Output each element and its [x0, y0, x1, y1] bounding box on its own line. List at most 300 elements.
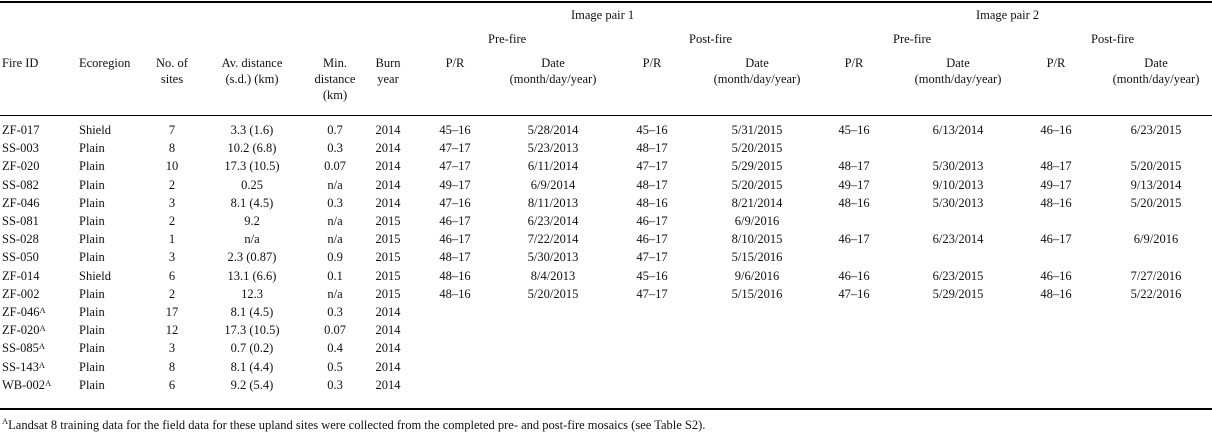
header-no-sites — [147, 55, 197, 87]
cell-no-sites-text: 17 — [165, 305, 179, 319]
cell-pair2-post-date-text: 6/23/2015 — [1130, 123, 1182, 137]
cell-min-distance — [305, 213, 365, 229]
cell-fire-id-text: SS-028 — [2, 232, 39, 247]
cell-ecoregion-text: Plain — [79, 305, 105, 319]
cell-min-distance — [305, 122, 365, 138]
cell-no-sites — [147, 359, 197, 375]
cell-ecoregion-text: Plain — [79, 341, 105, 356]
header-min-distance-line3: (km) — [322, 88, 348, 102]
header-ecoregion: Ecoregion — [79, 56, 131, 70]
cell-pair1-pre-pr — [430, 231, 480, 247]
cell-pair1-post-pr — [627, 286, 677, 302]
cell-fire-id-text: ZF-020 — [2, 159, 40, 174]
cell-pair1-post-date-text: 5/20/2015 — [731, 141, 783, 156]
cell-fire-id — [2, 359, 72, 375]
cell-pair1-post-date-text: 8/10/2015 — [731, 232, 783, 247]
footnote-ref-marker: A — [38, 341, 45, 352]
cell-av-distance-text: 0.25 — [241, 177, 263, 192]
cell-pair1-post-date-text: 5/20/2015 — [731, 177, 783, 192]
cell-no-sites — [147, 304, 197, 320]
cell-burn-year-text: 2015 — [375, 268, 401, 283]
cell-pair1-pre-pr-text: 47–16 — [439, 195, 471, 210]
cell-av-distance — [202, 140, 302, 156]
cell-fire-id — [2, 377, 72, 393]
header-date-line2: (month/day/year) — [1112, 72, 1200, 86]
cell-pair2-post-pr — [1031, 268, 1081, 284]
cell-pair1-pre-pr — [430, 249, 480, 265]
cell-no-sites-text: 1 — [168, 232, 176, 247]
cell-pair2-pre-pr-text: 46–16 — [838, 268, 870, 283]
cell-pair2-pre-date — [898, 268, 1018, 284]
cell-pair2-post-pr-text: 46–17 — [1040, 232, 1072, 247]
header-burn-year — [368, 55, 408, 87]
cell-ecoregion-text: Plain — [79, 177, 105, 192]
cell-no-sites — [147, 231, 197, 247]
cell-av-distance-text: 10.2 (6.8) — [227, 141, 277, 156]
header-rule — [0, 115, 1212, 116]
cell-min-distance-text: 0.4 — [327, 341, 343, 356]
cell-pair2-post-date — [1100, 122, 1212, 138]
cell-no-sites — [147, 213, 197, 229]
cell-burn-year — [368, 122, 408, 138]
header-min-distance — [305, 55, 365, 103]
cell-pair1-post-pr-text: 45–16 — [636, 268, 668, 283]
cell-pair2-post-pr — [1031, 177, 1081, 193]
cell-av-distance-text: 8.1 (4.5) — [230, 305, 274, 319]
header-no-sites-line1: No. of — [156, 56, 188, 70]
cell-ecoregion-text: Plain — [79, 159, 105, 174]
cell-ecoregion — [79, 158, 141, 174]
cell-burn-year-text: 2014 — [375, 195, 401, 210]
cell-burn-year-text: 2015 — [375, 214, 401, 228]
cell-fire-id — [2, 286, 72, 302]
cell-ecoregion — [79, 231, 141, 247]
cell-av-distance — [202, 304, 302, 320]
cell-pair2-post-pr-text: 49–17 — [1040, 177, 1072, 192]
cell-min-distance-text: 0.3 — [327, 377, 343, 392]
cell-pair2-post-date — [1100, 286, 1212, 302]
cell-ecoregion-text: Plain — [79, 195, 105, 210]
cell-burn-year — [368, 249, 408, 265]
cell-pair1-post-date — [697, 268, 817, 284]
cell-min-distance — [305, 158, 365, 174]
cell-pair2-pre-pr-text: 48–16 — [838, 195, 870, 210]
cell-pair1-post-pr — [627, 140, 677, 156]
cell-pair2-post-date-text: 5/22/2016 — [1130, 286, 1182, 301]
cell-pair2-post-pr-text: 46–16 — [1040, 123, 1072, 137]
header-burn-year-line1: Burn — [375, 56, 401, 70]
cell-av-distance — [202, 268, 302, 284]
cell-pair2-post-pr — [1031, 286, 1081, 302]
cell-ecoregion — [79, 140, 141, 156]
cell-av-distance-text: 3.3 (1.6) — [230, 123, 274, 137]
cell-av-distance — [202, 340, 302, 356]
header-no-sites-line2: sites — [160, 72, 184, 86]
cell-no-sites-text: 10 — [165, 159, 179, 174]
cell-pair2-pre-date — [898, 158, 1018, 174]
header-min-distance-line1: Min. — [323, 56, 347, 70]
cell-min-distance-text: 0.1 — [327, 268, 343, 283]
cell-burn-year — [368, 304, 408, 320]
header-av-distance — [202, 55, 302, 87]
cell-burn-year-text: 2014 — [375, 123, 401, 137]
cell-pair1-post-pr-text: 48–16 — [636, 195, 668, 210]
cell-burn-year-text: 2014 — [375, 141, 401, 156]
cell-ecoregion-text: Shield — [79, 268, 111, 283]
cell-pair1-post-date-text: 5/15/2016 — [731, 250, 783, 265]
cell-av-distance — [202, 322, 302, 338]
cell-pair1-post-date — [697, 249, 817, 265]
cell-ecoregion — [79, 177, 141, 193]
cell-fire-id — [2, 322, 72, 338]
cell-av-distance-text: 17.3 (10.5) — [224, 159, 280, 174]
cell-pair1-pre-pr — [430, 268, 480, 284]
cell-burn-year — [368, 359, 408, 375]
cell-pair1-pre-pr-text: 46–17 — [439, 214, 471, 228]
cell-fire-id — [2, 122, 72, 138]
header-pair2-post-date — [1100, 55, 1212, 87]
cell-fire-id — [2, 304, 72, 320]
cell-burn-year — [368, 340, 408, 356]
cell-pair1-pre-pr-text: 49–17 — [439, 177, 471, 192]
cell-pair1-pre-date-text: 5/28/2014 — [527, 123, 579, 137]
cell-no-sites — [147, 249, 197, 265]
cell-av-distance-text: 0.7 (0.2) — [230, 341, 274, 356]
cell-pair1-post-date — [697, 158, 817, 174]
cell-fire-id-text: ZF-017 — [2, 123, 40, 137]
cell-fire-id — [2, 213, 72, 229]
cell-ecoregion — [79, 340, 141, 356]
cell-fire-id — [2, 140, 72, 156]
cell-fire-id — [2, 268, 72, 284]
cell-av-distance — [202, 122, 302, 138]
header-pair2-pre-pr: P/R — [844, 56, 864, 70]
cell-pair2-pre-date-text: 6/23/2014 — [932, 232, 984, 247]
top-rule — [0, 1, 1212, 3]
cell-ecoregion — [79, 213, 141, 229]
cell-pair1-post-pr — [627, 213, 677, 229]
cell-min-distance-text: 0.7 — [327, 123, 343, 137]
cell-av-distance — [202, 377, 302, 393]
cell-min-distance — [305, 340, 365, 356]
footnote-ref-marker: A — [39, 323, 46, 334]
header-date-line2: (month/day/year) — [509, 72, 597, 86]
cell-pair2-post-date — [1100, 268, 1212, 284]
cell-ecoregion-text: Shield — [79, 123, 111, 137]
cell-fire-id-text: SS-050 — [2, 250, 39, 265]
cell-min-distance-text: n/a — [327, 214, 343, 228]
cell-no-sites — [147, 377, 197, 393]
cell-pair2-post-date — [1100, 195, 1212, 211]
header-pair1-post-pr: P/R — [642, 56, 662, 70]
cell-pair1-post-pr-text: 47–17 — [636, 286, 668, 301]
cell-ecoregion-text: Plain — [79, 377, 105, 392]
header-image-pair-2: Image pair 2 — [976, 8, 1040, 22]
cell-pair1-post-date-text: 8/21/2014 — [731, 195, 783, 210]
cell-ecoregion — [79, 195, 141, 211]
cell-pair1-pre-pr — [430, 177, 480, 193]
cell-no-sites-text: 2 — [168, 214, 176, 228]
header-date-line2: (month/day/year) — [713, 72, 801, 86]
cell-no-sites — [147, 340, 197, 356]
header-pair1-post-fire: Post-fire — [689, 32, 733, 46]
cell-pair1-pre-date-text: 6/11/2014 — [527, 159, 579, 174]
cell-burn-year-text: 2014 — [375, 177, 401, 192]
cell-pair1-post-pr — [627, 195, 677, 211]
cell-fire-id — [2, 340, 72, 356]
cell-av-distance — [202, 213, 302, 229]
cell-av-distance — [202, 359, 302, 375]
cell-ecoregion — [79, 268, 141, 284]
cell-burn-year — [368, 158, 408, 174]
cell-no-sites-text: 12 — [165, 323, 179, 338]
cell-min-distance — [305, 177, 365, 193]
cell-pair2-pre-pr — [829, 122, 879, 138]
header-date-line1: Date — [745, 56, 769, 70]
cell-pair1-pre-pr-text: 45–16 — [439, 123, 471, 137]
cell-av-distance-text: 2.3 (0.87) — [227, 250, 277, 265]
header-date-line1: Date — [946, 56, 970, 70]
cell-pair1-pre-date-text: 5/20/2015 — [527, 286, 579, 301]
cell-burn-year-text: 2014 — [375, 359, 401, 374]
cell-pair1-post-pr — [627, 249, 677, 265]
cell-pair2-pre-pr-text: 47–16 — [838, 286, 870, 301]
cell-fire-id-text: ZF-020 — [2, 323, 40, 338]
footnote-text: Landsat 8 training data for the field data for these upland sites were collected from the completed pre- and post-fire mosaics (see Table S2). — [8, 418, 706, 432]
cell-min-distance-text: 0.9 — [327, 250, 343, 265]
cell-pair2-post-pr — [1031, 158, 1081, 174]
cell-ecoregion-text: Plain — [79, 141, 105, 156]
cell-pair1-post-pr-text: 48–17 — [636, 177, 668, 192]
cell-pair1-post-pr — [627, 177, 677, 193]
cell-pair2-post-date-text: 6/9/2016 — [1133, 232, 1179, 247]
cell-av-distance-text: 13.1 (6.6) — [227, 268, 277, 283]
cell-pair1-post-date — [697, 286, 817, 302]
footnote-ref-marker: A — [45, 377, 52, 388]
cell-fire-id-text: ZF-046 — [2, 195, 40, 210]
cell-min-distance-text: 0.3 — [327, 195, 343, 210]
cell-min-distance — [305, 231, 365, 247]
cell-min-distance — [305, 140, 365, 156]
cell-ecoregion — [79, 286, 141, 302]
cell-no-sites-text: 2 — [168, 286, 176, 301]
cell-pair1-pre-pr — [430, 122, 480, 138]
cell-pair1-pre-date — [493, 122, 613, 138]
cell-fire-id-text: SS-143 — [2, 359, 39, 374]
cell-burn-year — [368, 140, 408, 156]
cell-pair1-pre-pr — [430, 140, 480, 156]
cell-fire-id — [2, 231, 72, 247]
cell-ecoregion — [79, 304, 141, 320]
cell-pair1-post-date-text: 5/31/2015 — [731, 123, 783, 137]
cell-pair1-post-pr-text: 47–17 — [636, 159, 668, 174]
cell-pair1-pre-date — [493, 249, 613, 265]
cell-pair1-pre-pr-text: 48–16 — [439, 286, 471, 301]
cell-min-distance — [305, 268, 365, 284]
cell-pair1-pre-pr-text: 46–17 — [439, 232, 471, 247]
cell-fire-id — [2, 177, 72, 193]
cell-pair1-pre-pr-text: 48–17 — [439, 250, 471, 265]
cell-pair1-pre-pr — [430, 195, 480, 211]
cell-min-distance-text: n/a — [327, 232, 343, 247]
cell-pair1-pre-date — [493, 268, 613, 284]
cell-no-sites-text: 7 — [168, 123, 176, 137]
cell-pair2-post-date — [1100, 158, 1212, 174]
cell-ecoregion-text: Plain — [79, 232, 105, 247]
cell-fire-id-text: ZF-014 — [2, 268, 40, 283]
cell-pair1-pre-date — [493, 286, 613, 302]
cell-pair2-pre-date — [898, 286, 1018, 302]
header-av-distance-line2: (s.d.) (km) — [225, 72, 279, 86]
cell-pair2-pre-date-text: 5/30/2013 — [932, 195, 984, 210]
cell-pair2-pre-date — [898, 195, 1018, 211]
cell-min-distance — [305, 359, 365, 375]
cell-burn-year-text: 2014 — [375, 323, 401, 338]
cell-no-sites-text: 8 — [168, 359, 176, 374]
header-date-line1: Date — [1144, 56, 1168, 70]
cell-pair2-pre-pr — [829, 195, 879, 211]
cell-min-distance-text: 0.07 — [324, 323, 346, 338]
cell-no-sites — [147, 286, 197, 302]
cell-pair2-post-pr-text: 48–16 — [1040, 195, 1072, 210]
cell-burn-year-text: 2014 — [375, 341, 401, 356]
cell-burn-year — [368, 286, 408, 302]
cell-pair2-pre-date-text: 9/10/2013 — [932, 177, 984, 192]
cell-pair2-pre-pr-text: 46–17 — [838, 232, 870, 247]
header-image-pair-1: Image pair 1 — [571, 8, 635, 22]
cell-pair2-pre-pr — [829, 286, 879, 302]
cell-pair1-post-pr-text: 45–16 — [636, 123, 668, 137]
cell-pair1-pre-date-text: 5/30/2013 — [527, 250, 579, 265]
cell-fire-id-text: WB-002 — [2, 377, 46, 392]
cell-min-distance-text: 0.07 — [324, 159, 346, 174]
cell-pair1-post-date-text: 9/6/2016 — [734, 268, 780, 283]
cell-av-distance-text: 9.2 (5.4) — [230, 377, 274, 392]
cell-fire-id — [2, 195, 72, 211]
cell-pair1-post-date-text: 5/29/2015 — [731, 159, 783, 174]
cell-pair1-post-date — [697, 177, 817, 193]
cell-pair2-pre-date — [898, 122, 1018, 138]
cell-ecoregion — [79, 359, 141, 375]
header-pair2-pre-date — [898, 55, 1018, 87]
cell-ecoregion-text: Plain — [79, 286, 105, 301]
cell-min-distance-text: n/a — [327, 286, 343, 301]
header-burn-year-line2: year — [377, 72, 399, 86]
cell-pair2-post-date-text: 5/20/2015 — [1130, 195, 1182, 210]
cell-pair1-pre-pr-text: 47–17 — [439, 159, 471, 174]
cell-ecoregion-text: Plain — [79, 214, 105, 228]
cell-pair1-post-pr-text: 46–17 — [636, 214, 668, 228]
cell-burn-year — [368, 177, 408, 193]
footnote-ref-marker: A — [39, 305, 46, 315]
cell-min-distance-text: 0.3 — [327, 141, 343, 156]
cell-min-distance-text: 0.5 — [327, 359, 343, 374]
cell-pair2-post-date — [1100, 231, 1212, 247]
cell-av-distance — [202, 177, 302, 193]
cell-no-sites — [147, 158, 197, 174]
cell-pair2-post-date-text: 9/13/2014 — [1130, 177, 1182, 192]
cell-pair2-pre-pr — [829, 158, 879, 174]
cell-ecoregion-text: Plain — [79, 359, 105, 374]
cell-pair2-pre-date-text: 6/23/2015 — [932, 268, 984, 283]
cell-av-distance-text: 9.2 — [244, 214, 260, 228]
cell-av-distance — [202, 286, 302, 302]
header-fire-id: Fire ID — [2, 56, 39, 70]
cell-pair1-pre-date-text: 6/9/2014 — [530, 177, 576, 192]
header-pair2-post-fire: Post-fire — [1091, 32, 1135, 46]
cell-min-distance — [305, 377, 365, 393]
cell-pair2-pre-date — [898, 177, 1018, 193]
cell-pair1-post-pr-text: 48–17 — [636, 141, 668, 156]
cell-av-distance-text: 17.3 (10.5) — [224, 323, 280, 338]
cell-min-distance — [305, 195, 365, 211]
cell-pair2-pre-pr-text: 45–16 — [838, 123, 870, 137]
cell-pair1-pre-date — [493, 213, 613, 229]
cell-no-sites-text: 3 — [168, 341, 176, 356]
header-pair1-pre-pr: P/R — [445, 56, 465, 70]
cell-pair1-post-date — [697, 195, 817, 211]
cell-pair1-pre-date-text: 6/23/2014 — [527, 214, 579, 228]
cell-pair1-post-pr — [627, 231, 677, 247]
cell-av-distance — [202, 249, 302, 265]
cell-burn-year — [368, 231, 408, 247]
header-date-line2: (month/day/year) — [914, 72, 1002, 86]
header-pair1-pre-fire: Pre-fire — [488, 32, 527, 46]
cell-pair1-pre-date-text: 5/23/2013 — [527, 141, 579, 156]
cell-pair1-post-date — [697, 140, 817, 156]
cell-burn-year-text: 2015 — [375, 232, 401, 247]
cell-pair1-pre-date-text: 7/22/2014 — [527, 232, 579, 247]
cell-pair1-pre-pr — [430, 158, 480, 174]
cell-pair2-post-date — [1100, 177, 1212, 193]
cell-no-sites-text: 2 — [168, 177, 176, 192]
cell-no-sites — [147, 177, 197, 193]
cell-min-distance-text: n/a — [327, 177, 343, 192]
cell-no-sites — [147, 322, 197, 338]
cell-pair1-pre-date — [493, 158, 613, 174]
cell-fire-id-text: ZF-002 — [2, 286, 40, 301]
cell-av-distance-text: n/a — [244, 232, 260, 247]
cell-pair1-post-pr-text: 46–17 — [636, 232, 668, 247]
cell-fire-id-text: SS-085 — [2, 341, 39, 356]
cell-burn-year — [368, 377, 408, 393]
cell-pair2-post-pr — [1031, 122, 1081, 138]
cell-pair1-post-date — [697, 122, 817, 138]
cell-fire-id-text: ZF-046 — [2, 305, 40, 319]
cell-pair1-post-date-text: 5/15/2016 — [731, 286, 783, 301]
cell-min-distance — [305, 286, 365, 302]
cell-pair2-pre-pr-text: 48–17 — [838, 159, 870, 174]
cell-pair2-post-pr-text: 48–16 — [1040, 286, 1072, 301]
cell-burn-year-text: 2014 — [375, 377, 401, 392]
cell-no-sites-text: 6 — [168, 268, 176, 283]
bottom-rule — [0, 408, 1212, 410]
cell-ecoregion-text: Plain — [79, 323, 105, 338]
cell-pair1-pre-date — [493, 195, 613, 211]
cell-av-distance-text: 8.1 (4.5) — [230, 195, 274, 210]
header-min-distance-line2: distance — [314, 72, 356, 86]
cell-burn-year — [368, 322, 408, 338]
cell-fire-id-text: SS-003 — [2, 141, 39, 156]
cell-pair2-pre-pr — [829, 268, 879, 284]
footnote-marker: A — [2, 416, 9, 426]
cell-fire-id — [2, 158, 72, 174]
cell-burn-year-text: 2015 — [375, 250, 401, 265]
header-pair1-post-date — [697, 55, 817, 87]
cell-burn-year-text: 2015 — [375, 286, 401, 301]
cell-pair2-post-date-text: 5/20/2015 — [1130, 159, 1182, 174]
cell-pair2-pre-pr — [829, 231, 879, 247]
